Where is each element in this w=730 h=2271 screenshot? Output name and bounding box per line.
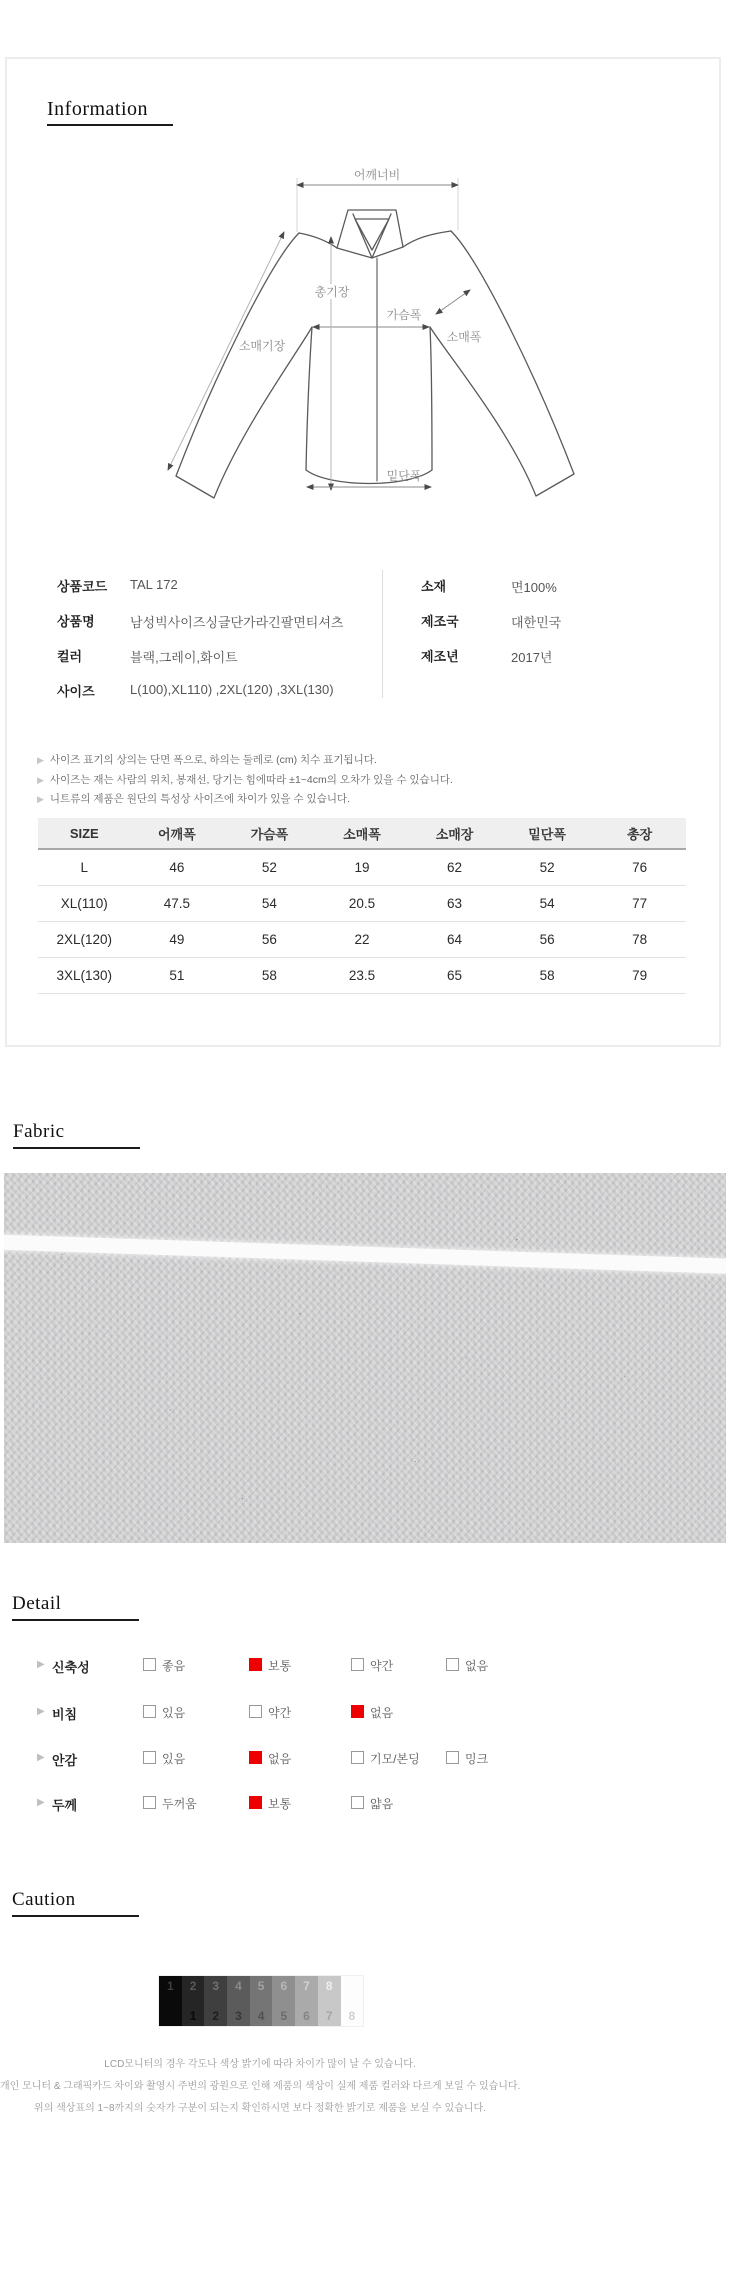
product-attribute-label: 상품코드 (57, 579, 108, 594)
size-note-line (37, 771, 453, 791)
detail-row-label: 신축성 (52, 1660, 90, 1675)
size-table-cell: 52 (501, 849, 594, 886)
detail-option-text: 보통 (268, 1797, 292, 1811)
diagram-label-hem-width: 밑단폭 (386, 469, 422, 483)
size-table-cell: 58 (501, 958, 594, 994)
shirt-measurement-diagram (0, 140, 730, 520)
size-note-line (37, 751, 453, 771)
scale-cell (159, 1976, 182, 2026)
detail-option-text: 있음 (162, 1706, 186, 1720)
product-attribute-value: 블랙,그레이,화이트 (130, 650, 238, 665)
shirt-outline (176, 210, 574, 498)
product-attribute-label: 컬러 (57, 649, 83, 664)
size-table-header-cell: 소매장 (408, 818, 501, 849)
checked-box-icon (249, 1796, 262, 1809)
information-heading-rule (47, 124, 173, 126)
product-attribute-value: TAL 172 (130, 577, 178, 592)
product-table-divider (382, 570, 383, 698)
note-text: 사이즈 표기의 상의는 단면 폭으로, 하의는 둘레로 (cm) 치수 표기됩니다. (49, 754, 377, 766)
size-table-cell: 56 (501, 922, 594, 958)
size-table-cell: 22 (316, 922, 409, 958)
unchecked-box-icon (446, 1751, 459, 1764)
product-attribute-label: 상품명 (57, 614, 95, 629)
scale-number-top: 2 (189, 1979, 197, 1993)
detail-row (37, 1794, 730, 1812)
detail-option-text: 좋음 (162, 1659, 186, 1673)
brightness-scale-chart (158, 1975, 364, 2027)
size-table-cell: 46 (131, 849, 224, 886)
size-table-header-cell: 밑단폭 (501, 818, 594, 849)
size-table-cell: 49 (131, 922, 224, 958)
size-table-cell: 54 (223, 886, 316, 922)
detail-row (37, 1703, 730, 1721)
detail-row-label: 비침 (52, 1707, 78, 1722)
caution-text-line: 개인 모니터 & 그래픽카드 차이와 촬영시 주변의 광원으로 인해 제품의 색상이 실제 제품 컬러와 다르게 보일 수 있습니다. (0, 2081, 521, 2092)
product-attribute-value: 면100% (511, 580, 557, 595)
detail-option-text: 보통 (268, 1659, 292, 1673)
diagram-guide-lines (297, 178, 458, 232)
scale-cell (341, 1976, 364, 2026)
size-table-cell: 76 (593, 849, 686, 886)
checked-box-icon (351, 1705, 364, 1718)
size-table-row (38, 958, 686, 994)
size-table-cell: 2XL(120) (38, 922, 131, 958)
size-table-cell: XL(110) (38, 886, 131, 922)
scale-cell (318, 1976, 341, 2026)
size-table (38, 818, 686, 994)
size-table-cell: 52 (223, 849, 316, 886)
product-attribute-label: 제조국 (421, 614, 459, 629)
scale-number-bottom: 5 (280, 2009, 288, 2023)
unchecked-box-icon (351, 1751, 364, 1764)
product-attribute-label: 제조년 (421, 649, 459, 664)
detail-option-text: 없음 (268, 1752, 292, 1766)
size-table-cell: 63 (408, 886, 501, 922)
size-table-cell: 64 (408, 922, 501, 958)
size-table-cell: 54 (501, 886, 594, 922)
note-arrow-icon: ▶ (37, 774, 44, 785)
scale-number-bottom: 1 (189, 2009, 197, 2023)
caution-heading-rule (12, 1915, 139, 1917)
scale-cell (182, 1976, 205, 2026)
fabric-heading: Fabric (13, 1121, 65, 1142)
detail-heading: Detail (12, 1593, 62, 1614)
scale-cell (295, 1976, 318, 2026)
detail-option-text: 약간 (370, 1659, 394, 1673)
scale-cell (250, 1976, 273, 2026)
caution-text (0, 2054, 520, 2120)
measurement-arrows (168, 185, 470, 490)
caution-text-line: LCD모니터의 경우 각도나 색상 밝기에 따라 차이가 많이 날 수 있습니다. (104, 2059, 416, 2070)
detail-option-text: 없음 (465, 1659, 489, 1673)
size-table-header-cell: SIZE (38, 818, 131, 849)
detail-option-text: 두꺼움 (162, 1797, 197, 1811)
scale-cell (204, 1976, 227, 2026)
unchecked-box-icon (143, 1705, 156, 1718)
scale-number-top: 8 (325, 1979, 333, 1993)
size-table-cell: 56 (223, 922, 316, 958)
size-table-cell: 65 (408, 958, 501, 994)
diagram-label-shoulder-width: 어깨너비 (353, 168, 401, 182)
checked-box-icon (249, 1751, 262, 1764)
scale-number-bottom: 6 (303, 2009, 310, 2023)
information-heading: Information (47, 98, 149, 120)
detail-row (37, 1749, 730, 1767)
product-attribute-label: 사이즈 (57, 684, 95, 699)
diagram-label-sleeve-length: 소매기장 (238, 339, 286, 353)
size-note-line (37, 790, 453, 810)
note-arrow-icon: ▶ (37, 794, 44, 804)
diagram-label-sleeve-width: 소매폭 (446, 330, 482, 344)
size-table-body (38, 849, 686, 994)
detail-arrow-icon: ▶ (37, 1659, 45, 1670)
detail-heading-rule (12, 1619, 139, 1621)
product-attribute-value: 남성빅사이즈싱글단가라긴팔면티셔츠 (130, 615, 344, 630)
size-table-header-cell: 소매폭 (316, 818, 409, 849)
product-attribute-value: 대한민국 (511, 615, 562, 630)
unchecked-box-icon (143, 1796, 156, 1809)
detail-option-text: 기모/본딩 (370, 1752, 420, 1766)
detail-arrow-icon: ▶ (37, 1706, 45, 1717)
scale-number-top: 4 (235, 1979, 242, 1993)
detail-row (37, 1656, 730, 1674)
diagram-label-chest-width: 가슴폭 (386, 308, 422, 322)
scale-number-top: 1 (167, 1979, 174, 1993)
unchecked-box-icon (351, 1658, 364, 1671)
unchecked-box-icon (143, 1751, 156, 1764)
product-attribute-label: 소재 (421, 579, 447, 594)
note-arrow-icon: ▶ (37, 755, 44, 765)
scale-number-bottom: 2 (212, 2009, 220, 2023)
product-attribute-value: L(100),XL110) ,2XL(120) ,3XL(130) (130, 682, 334, 697)
scale-number-bottom: 8 (348, 2009, 356, 2023)
note-text: 니트류의 제품은 원단의 특성상 사이즈에 차이가 있을 수 있습니다. (49, 793, 351, 805)
size-table-header-row (38, 818, 686, 849)
detail-option-text: 약간 (268, 1706, 292, 1720)
scale-number-bottom: 7 (325, 2009, 333, 2023)
scale-number-top: 5 (257, 1979, 265, 1993)
size-table-header-cell: 총장 (593, 818, 686, 849)
size-table-cell: 47.5 (131, 886, 224, 922)
scale-number-bottom: 4 (257, 2009, 265, 2023)
scale-number-top: 6 (280, 1979, 288, 1993)
caution-heading: Caution (12, 1889, 76, 1910)
size-table-cell: 3XL(130) (38, 958, 131, 994)
detail-option-text: 밍크 (465, 1752, 489, 1766)
detail-arrow-icon: ▶ (37, 1752, 45, 1763)
scale-cell (272, 1976, 295, 2026)
diagram-label-total-length: 총기장 (314, 285, 350, 299)
size-table-cell: 78 (593, 922, 686, 958)
size-table-cell: L (38, 849, 131, 886)
fabric-photo (4, 1173, 726, 1543)
unchecked-box-icon (446, 1658, 459, 1671)
size-table-cell: 77 (593, 886, 686, 922)
scale-number-top: 7 (303, 1979, 310, 1993)
detail-row-label: 두께 (52, 1798, 78, 1813)
unchecked-box-icon (143, 1658, 156, 1671)
size-table-cell: 58 (223, 958, 316, 994)
product-attribute-value: 2017년 (511, 650, 553, 665)
size-table-cell: 62 (408, 849, 501, 886)
scale-number-top: 3 (212, 1979, 220, 1993)
unchecked-box-icon (249, 1705, 262, 1718)
detail-option-text: 없음 (370, 1706, 394, 1720)
fabric-heading-rule (13, 1147, 140, 1149)
scale-number-bottom: 3 (235, 2009, 242, 2023)
fabric-white-stripe (4, 1234, 726, 1275)
size-table-cell: 23.5 (316, 958, 409, 994)
size-table-header-cell: 어깨폭 (131, 818, 224, 849)
size-table-row (38, 849, 686, 886)
note-text: 사이즈는 재는 사람의 위치, 봉재선, 당기는 힘에따라 ±1~4cm의 오차가 있을 수 있습니다. (49, 773, 453, 786)
caution-text-line: 위의 색상표의 1~8까지의 숫자가 구분이 되는지 확인하시면 보다 정확한 밝기로 제품을 보실 수 있습니다. (34, 2103, 486, 2114)
size-table-cell: 79 (593, 958, 686, 994)
size-notes (37, 751, 453, 810)
size-table-cell: 19 (316, 849, 409, 886)
detail-row-label: 안감 (52, 1753, 78, 1768)
size-table-cell: 51 (131, 958, 224, 994)
detail-option-text: 있음 (162, 1752, 186, 1766)
detail-arrow-icon: ▶ (37, 1797, 45, 1808)
size-table-header-cell: 가슴폭 (223, 818, 316, 849)
checked-box-icon (249, 1658, 262, 1671)
size-table-cell: 20.5 (316, 886, 409, 922)
size-table-head (38, 818, 686, 849)
size-table-row (38, 922, 686, 958)
scale-cell (227, 1976, 250, 2026)
detail-option-text: 얇음 (370, 1797, 394, 1811)
size-table-row (38, 886, 686, 922)
unchecked-box-icon (351, 1796, 364, 1809)
